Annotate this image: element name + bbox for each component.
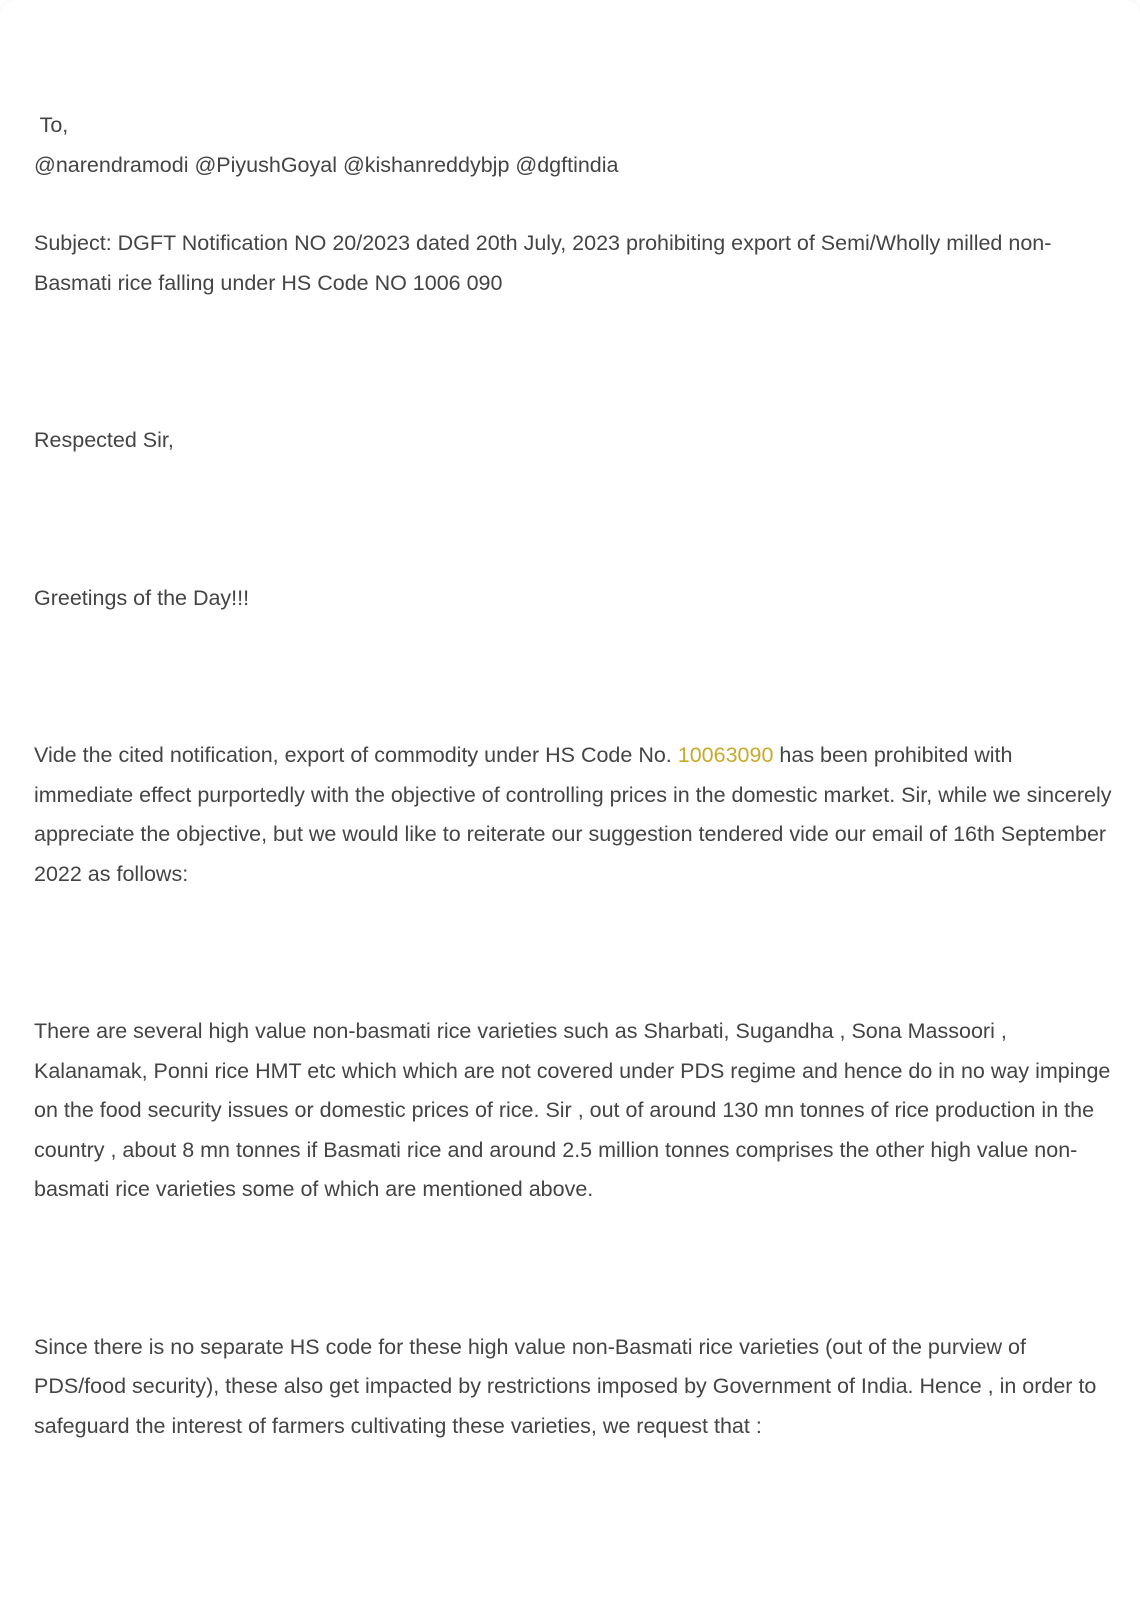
hs-code-link[interactable]: 10063090 [677,743,774,767]
paragraph-request: Since there is no separate HS code for these high value non-Basmati rice varieties (out of the purview of PDS/food security), these also get impacted by restrictions imposed by Government of India. Hence , in order to safeguard the interest of farmers cultivating these varieties, we request that : [34,1334,1097,1438]
spacer [34,303,1114,421]
spacer [34,618,1114,736]
paragraph-rice-varieties: There are several high value non-basmati rice varieties such as Sharbati, Sugandha , Sona Massoori , Kalanamak, Ponni rice HMT etc which which are not covered under PDS regime and hence do in no way impinge on the food security issues or domestic prices of rice. Sir , out of around 130 mn tonnes of rice production in the country , about 8 mn tonnes if Basmati rice and around 2.5 million tonnes comprises the other high value non-basmati rice varieties some of which are mentioned above. [34,1019,1111,1201]
paragraph-notification [34,736,1114,894]
spacer [34,894,1114,1012]
letter-salutation: Respected Sir, [34,428,174,452]
letter-recipients: @narendramodi @PiyushGoyal @kishanreddybjp @dgftindia [34,152,619,177]
paragraph-notification-text-after: has been prohibited with immediate effect purportedly with the objective of controlling prices in the domestic market. Sir, while we sincerely appreciate the objective, but we would like to reiterate our suggestion tendered vide our email of 16th September 2022 as follows: [34,743,1112,886]
spacer [34,1210,1114,1328]
letter-subject: Subject: DGFT Notification NO 20/2023 dated 20th July, 2023 prohibiting export of Semi/Wholly milled non-Basmati rice falling under HS Code NO 1006 090 [34,231,1052,295]
spacer [34,461,1114,579]
spacer [34,185,1114,224]
letter-to: To, [34,113,69,137]
paragraph-notification-text-before: Vide the cited notification, export of commodity under HS Code No. [34,743,678,767]
letter-body [34,106,1114,1446]
letter-greeting: Greetings of the Day!!! [34,585,250,610]
